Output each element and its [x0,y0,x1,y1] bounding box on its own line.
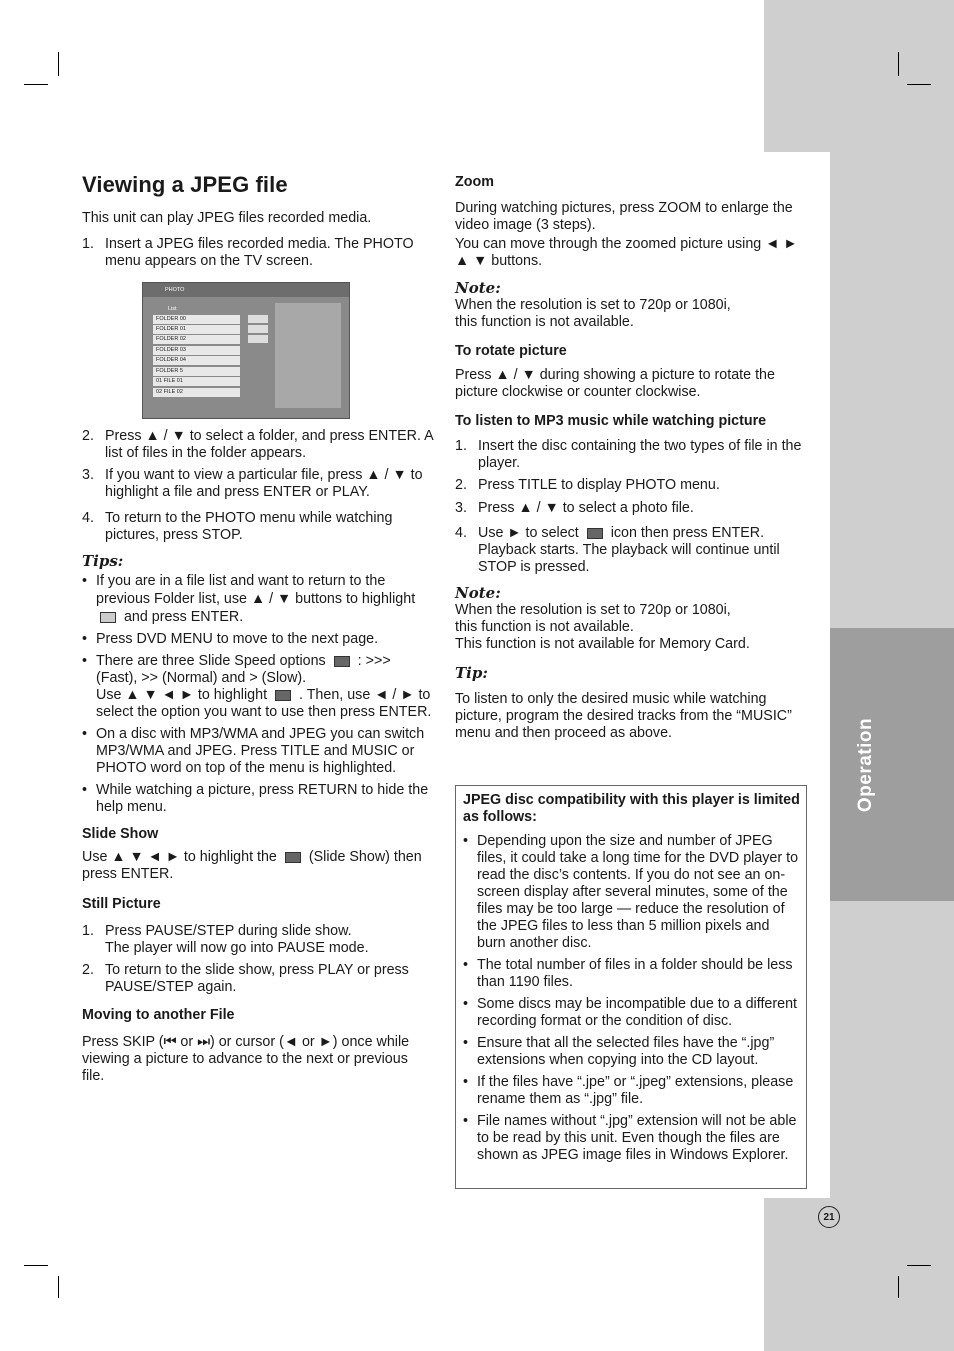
mp3-step-1: 1. Insert the disc containing the two types of file in the player. [455,438,802,471]
box-heading: JPEG disc compatibility with this player is limited as follows: [463,792,800,825]
note-text: This function is not available for Memory Card. [455,636,750,652]
note-heading: Note: [455,584,501,602]
mp3-heading: To listen to MP3 music while watching picture [455,413,767,429]
photo-menu-screenshot [142,282,350,419]
step-4: 4. To return to the PHOTO menu while watching pictures, press STOP. [82,510,393,543]
tip-4: • On a disc with MP3/WMA and JPEG you can switch MP3/WMA and JPEG. Press TITLE and MUSIC or PHOTO word on top of the menu is highlighted. [82,726,425,776]
moving-text: Press SKIP (⏮ or ⏭) or cursor (◄ or ►) once while viewing a picture to advance to the next or previous file. [82,1034,410,1084]
intro-text: This unit can play JPEG files recorded media. [82,210,372,226]
crop-mark [58,1276,59,1298]
tip-2: • Press DVD MENU to move to the next page. [82,631,379,647]
zoom-text-2: You can move through the zoomed picture using ◄ ► ▲ ▼ buttons. [455,236,798,269]
zoom-heading: Zoom [455,174,494,190]
rotate-text: Press ▲ / ▼ during showing a picture to rotate the picture clockwise or counter clockwise. [455,367,775,400]
still-step-2: 2. To return to the slide show, press PLAY or press PAUSE/STEP again. [82,962,409,995]
note-text: this function is not available. [455,314,634,330]
folder-up-icon [100,612,116,623]
page-number: 21 [818,1206,840,1228]
page-title: Viewing a JPEG file [82,172,288,197]
crop-mark [898,52,899,76]
crop-mark [907,1265,931,1266]
still-heading: Still Picture [82,896,161,912]
slideshow-heading: Slide Show [82,826,159,842]
menu-list-label: List [168,306,177,312]
slide-show-icon [285,852,301,863]
menu-row[interactable]: FOLDER 00 [153,315,240,324]
mp3-step-3: 3. Press ▲ / ▼ to select a photo file. [455,500,694,516]
slide-speed-icon [248,335,268,343]
step-1: 1. Insert a JPEG files recorded media. The PHOTO menu appears on the TV screen. [82,236,414,269]
section-tab-label: Operation [854,717,876,812]
slide-speed-icon [275,690,291,701]
note-heading: Note: [455,279,501,297]
menu-row[interactable]: FOLDER 02 [153,335,240,344]
note-text: this function is not available. [455,619,634,635]
box-item: • File names without “.jpg” extension will not be able to be read by this unit. Even though the files are shown as JPEG image files in Windows Explorer. [463,1113,797,1163]
menu-row[interactable]: FOLDER 03 [153,346,240,355]
step-3: 3. If you want to view a particular file, press ▲ / ▼ to highlight a file and press ENTER or PLAY. [82,467,423,500]
note-text: When the resolution is set to 720p or 1080i, [455,602,731,618]
mp3-photo-icon [587,528,603,539]
tip-3: • There are three Slide Speed options : >>> (Fast), >> (Normal) and > (Slow). Use ▲ ▼ ◄ ► to highlight . Then, use ◄ / ► to select the option you want to use then press ENTER. [82,653,432,720]
mp3-step-2: 2. Press TITLE to display PHOTO menu. [455,477,720,493]
tip-1: • If you are in a file list and want to return to the previous Folder list, use ▲ / ▼ buttons to highlight and press ENTER. [82,573,416,625]
slideshow-text: Use ▲ ▼ ◄ ► to highlight the (Slide Show) then press ENTER. [82,849,422,882]
slide-show-icon [248,325,268,333]
menu-title: PHOTO [165,287,185,293]
tip-text: To listen to only the desired music while watching picture, program the desired tracks from the “MUSIC” menu and then proceed as above. [455,691,792,741]
zoom-text-1: During watching pictures, press ZOOM to enlarge the video image (3 steps). [455,200,793,233]
crop-mark [907,84,931,85]
menu-row[interactable]: FOLDER 5 [153,367,240,376]
box-item: • The total number of files in a folder should be less than 1190 files. [463,957,793,990]
slide-speed-icon [334,656,350,667]
crop-mark [58,52,59,76]
menu-row[interactable]: FOLDER 01 [153,325,240,334]
rotate-heading: To rotate picture [455,343,567,359]
box-item: • Ensure that all the selected files have the “.jpg” extensions when copying into the CD layout. [463,1035,775,1068]
menu-row[interactable]: 02 FILE 02 [153,388,240,397]
step-2: 2. Press ▲ / ▼ to select a folder, and press ENTER. A list of files in the folder appears. [82,428,433,461]
crop-mark [24,1265,48,1266]
tips-heading: Tips: [82,552,124,570]
menu-mode-icon [248,315,268,323]
compatibility-box [455,785,807,1189]
box-item: • Depending upon the size and number of JPEG files, it could take a long time for the DVD player to read the disc’s contents. If you do not see an on-screen display after several minutes, some of the files may be too large — reduce the resolution of the JPEG files to less than 5 million pixels and burn another disc. [463,833,799,951]
menu-row[interactable]: 01 FILE 01 [153,377,240,386]
tip-5: • While watching a picture, press RETURN to hide the help menu. [82,782,429,815]
menu-preview-pane [275,303,341,408]
crop-mark [898,1276,899,1298]
menu-row[interactable]: FOLDER 04 [153,356,240,365]
mp3-step-4: 4. Use ► to select icon then press ENTER. Playback starts. The playback will continue until STOP is pressed. [455,525,780,575]
box-item: • If the files have “.jpe” or “.jpeg” extensions, please rename them as “.jpg” file. [463,1074,794,1107]
tip-heading: Tip: [455,664,488,682]
moving-heading: Moving to another File [82,1007,235,1023]
still-step-1: 1. Press PAUSE/STEP during slide show. The player will now go into PAUSE mode. [82,923,369,956]
box-item: • Some discs may be incompatible due to a different recording format or the condition of disc. [463,996,798,1029]
crop-mark [24,84,48,85]
note-text: When the resolution is set to 720p or 1080i, [455,297,731,313]
